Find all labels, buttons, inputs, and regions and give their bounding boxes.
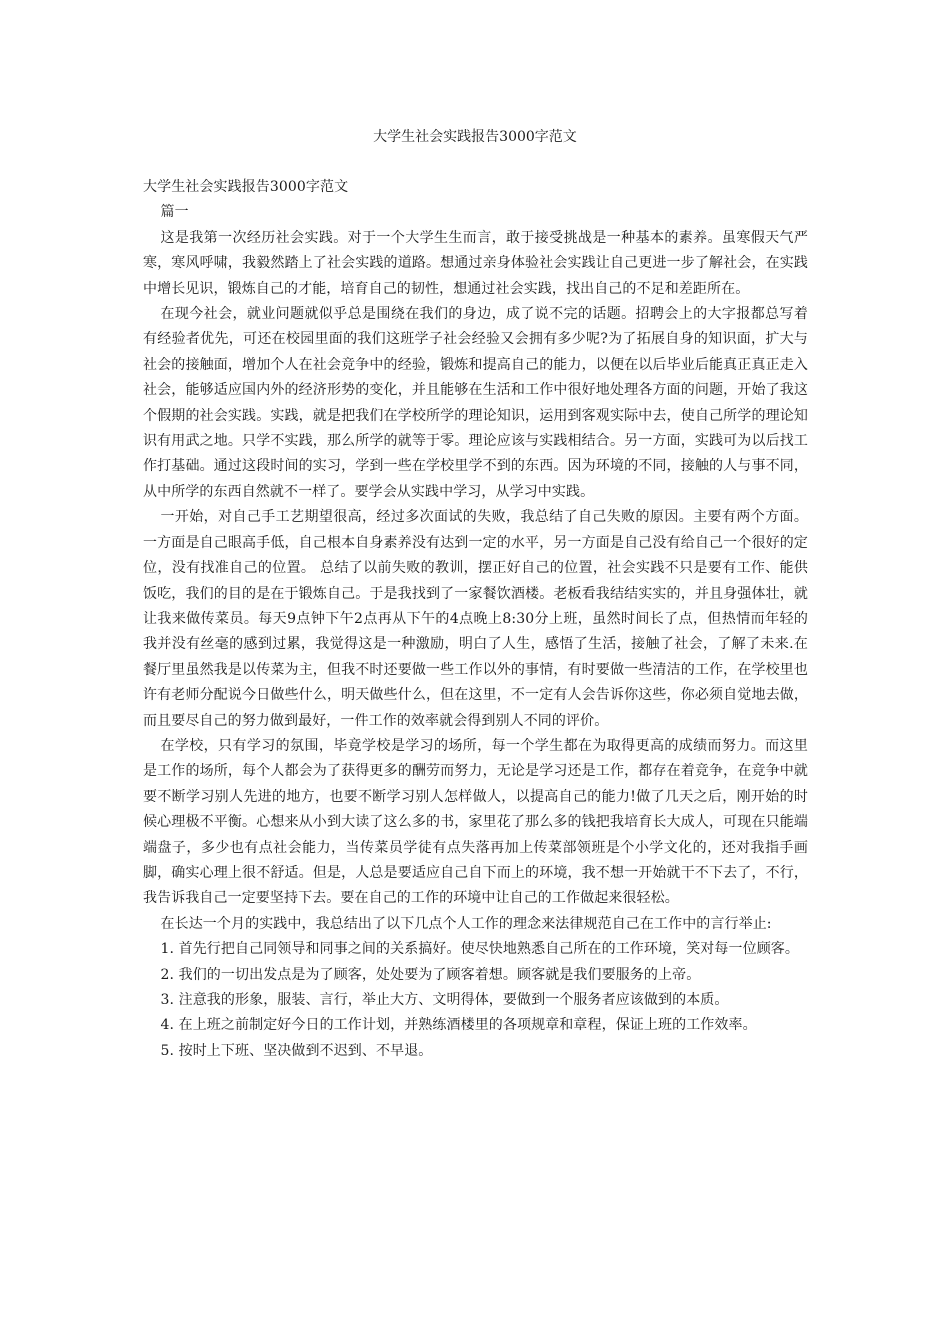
paragraph-2: 在现今社会，就业问题就似乎总是围绕在我们的身边，成了说不完的话题。招聘会上的大字报都总写着有经验者优先，可还在校园里面的我们这班学子社会经验又会拥有多少呢?为了拓展自身的知识面，扩大与社会的接触面，增加个人在社会竞争中的经验，锻炼和提高自己的能力，以便在以后毕业后能真正真正走入社会，能够适应国内外的经济形势的变化，并且能够在生活和工作中很好地处理各方面的问题，开始了我这个假期的社会实践。实践，就是把我们在学校所学的理论知识，运用到客观实际中去，使自己所学的理论知识有用武之地。只学不实践，那么所学的就等于零。理论应该与实践相结合。另一方面，实践可为以后找工作打基础。通过这段时间的实习，学到一些在学校里学不到的东西。因为环境的不同，接触的人与事不同，从中所学的东西自然就不一样了。要学会从实践中学习，从学习中实践。: [143, 306, 808, 500]
document-body: [143, 175, 808, 1064]
document-subtitle: 大学生社会实践报告3000字范文: [143, 179, 349, 195]
list-item-5: 5. 按时上下班、坚决做到不迟到、不早退。: [160, 1042, 433, 1059]
paragraph-4: 在学校，只有学习的氛围，毕竟学校是学习的场所，每一个学生都在为取得更高的成绩而努力。而这里是工作的场所，每个人都会为了获得更多的酬劳而努力，无论是学习还是工作，都存在着竞争，在竞争中就要不断学习别人先进的地方，也要不断学习别人怎样做人，以提高自己的能力!做了几天之后，刚开始的时候心理极不平衡。心想来从小到大读了这么多的书，家里花了那么多的钱把我培育长大成人，可现在只能端端盘子，多少也有点社会能力，当传菜员学徒有点失落再加上传菜部领班是个小学文化的，还对我指手画脚，确实心理上很不舒适。但是，人总是要适应自己自下而上的环境，我不想一开始就干不下去了，不行，我告诉我自己一定要坚持下去。要在自己的工作的环境中让自己的工作做起来很轻松。: [143, 737, 808, 907]
document-title: 大学生社会实践报告3000字范文: [373, 129, 577, 145]
list-item-3: 3. 注意我的形象，服装、言行，举止大方、文明得体，要做到一个服务者应该做到的本质。: [160, 992, 729, 1008]
paragraph-1: 这是我第一次经历社会实践。对于一个大学生生而言，敢于接受挑战是一种基本的素养。虽寒假天气严寒，寒风呼啸，我毅然踏上了社会实践的道路。想通过亲身体验社会实践让自己更进一步了解社会，在实践中增长见识，锻炼自己的才能，培育自己的韧性，想通过社会实践，找出自己的不足和差距所在。: [143, 229, 808, 297]
section-label: 篇一: [160, 204, 189, 221]
list-item-1: 1. 首先行把自己同领导和同事之间的关系搞好。使尽快地熟悉自己所在的工作环境，笑对每一位顾客。: [160, 941, 800, 958]
paragraph-3: 一开始，对自己手工艺期望很高，经过多次面试的失败，我总结了自己失败的原因。主要有两个方面。一方面是自己眼高手低，自己根本自身素养没有达到一定的水平，另一方面是自己没有给自己一个很好的定位，没有找准自己的位置。 总结了以前失败的教训，摆正好自己的位置，社会实践不只是要有工作、能供饭吃，我们的目的是在于锻炼自己。于是我找到了一家餐饮酒楼。老板看我结结实实的，并且身强体壮，就让我来做传菜员。每天9点钟下午2点再从下午的4点晚上8:30分上班，虽然时间长了点，但热情而年轻的我并没有丝毫的感到过累，我觉得这是一种激励，明白了人生，感悟了生活，接触了社会，了解了未来.在餐厅里虽然我是以传菜为主，但我不时还要做一些工作以外的事情，有时要做一些清洁的工作，在学校里也许有老师分配说今日做些什么，明天做些什么，但在这里，不一定有人会告诉你这些，你必须自觉地去做，而且要尽自己的努力做到最好，一件工作的效率就会得到别人不同的评价。: [143, 509, 808, 729]
paragraph-5: 在长达一个月的实践中，我总结出了以下几点个人工作的理念来法律规范自己在工作中的言行举止:: [160, 915, 772, 932]
list-item-4: 4. 在上班之前制定好今日的工作计划，并熟练酒楼里的各项规章和章程，保证上班的工作效率。: [160, 1017, 757, 1034]
list-item-2: 2. 我们的一切出发点是为了顾客，处处要为了顾客着想。顾客就是我们要服务的上帝。: [160, 966, 701, 983]
